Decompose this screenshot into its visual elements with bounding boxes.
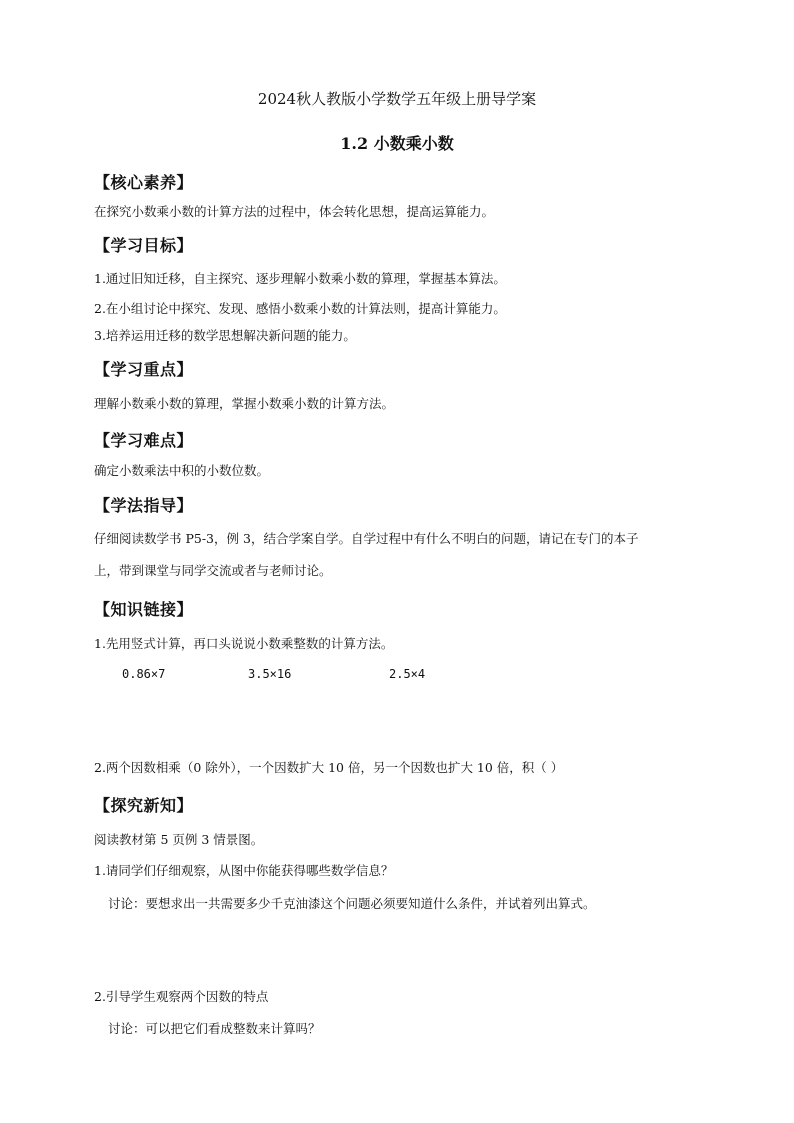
key-points-text: 理解小数乘小数的算理，掌握小数乘小数的计算方法。: [94, 396, 395, 411]
expression-1: 0.86×7: [122, 667, 166, 681]
expression-2: 3.5×16: [248, 667, 292, 681]
heading-knowledge-link: 【知识链接】: [94, 600, 194, 619]
heading-key-points: 【学习重点】: [94, 360, 194, 379]
explore-discussion-2: 讨论：可以把它们看成整数来计算吗？: [108, 1021, 321, 1036]
goal-item-2: 2.在小组讨论中探究、发现、感悟小数乘小数的计算法则，提高计算能力。: [94, 301, 506, 316]
goal-item-3: 3.培养运用迁移的数学思想解决新问题的能力。: [94, 328, 356, 343]
explore-question-2: 2.引导学生观察两个因数的特点: [94, 989, 269, 1004]
heading-explore: 【探究新知】: [94, 796, 194, 815]
study-method-line-2: 上，带到课堂与同学交流或者与老师讨论。: [94, 563, 332, 578]
document-title: 2024秋人教版小学数学五年级上册导学案: [257, 90, 537, 108]
core-literacy-text: 在探究小数乘小数的计算方法的过程中，体会转化思想，提高运算能力。: [94, 204, 495, 219]
expression-3: 2.5×4: [389, 667, 426, 681]
heading-core-literacy: 【核心素养】: [94, 173, 194, 192]
heading-study-method: 【学法指导】: [94, 496, 194, 515]
study-method-line-1: 仔细阅读数学书 P5-3，例 3，结合学案自学。自学过程中有什么不明白的问题，请记在专门的本子: [94, 531, 639, 546]
heading-learning-goals: 【学习目标】: [94, 236, 194, 255]
lesson-title: 1.2 小数乘小数: [340, 134, 454, 153]
goal-item-1: 1.通过旧知迁移，自主探究、逐步理解小数乘小数的算理，掌握基本算法。: [94, 271, 506, 286]
link-question-1: 1.先用竖式计算，再口头说说小数乘整数的计算方法。: [94, 636, 394, 651]
explore-discussion-1: 讨论：要想求出一共需要多少千克油漆这个问题必须要知道什么条件，并试着列出算式。: [108, 896, 596, 911]
explore-intro: 阅读教材第 5 页例 3 情景图。: [94, 832, 264, 847]
link-question-2: 2.两个因数相乘（0 除外），一个因数扩大 10 倍，另一个因数也扩大 10 倍，积（ ）: [94, 760, 564, 775]
explore-question-1: 1.请同学们仔细观察，从图中你能获得哪些数学信息？: [94, 863, 394, 878]
heading-difficulties: 【学习难点】: [94, 431, 194, 450]
difficulties-text: 确定小数乘法中积的小数位数。: [94, 463, 270, 478]
